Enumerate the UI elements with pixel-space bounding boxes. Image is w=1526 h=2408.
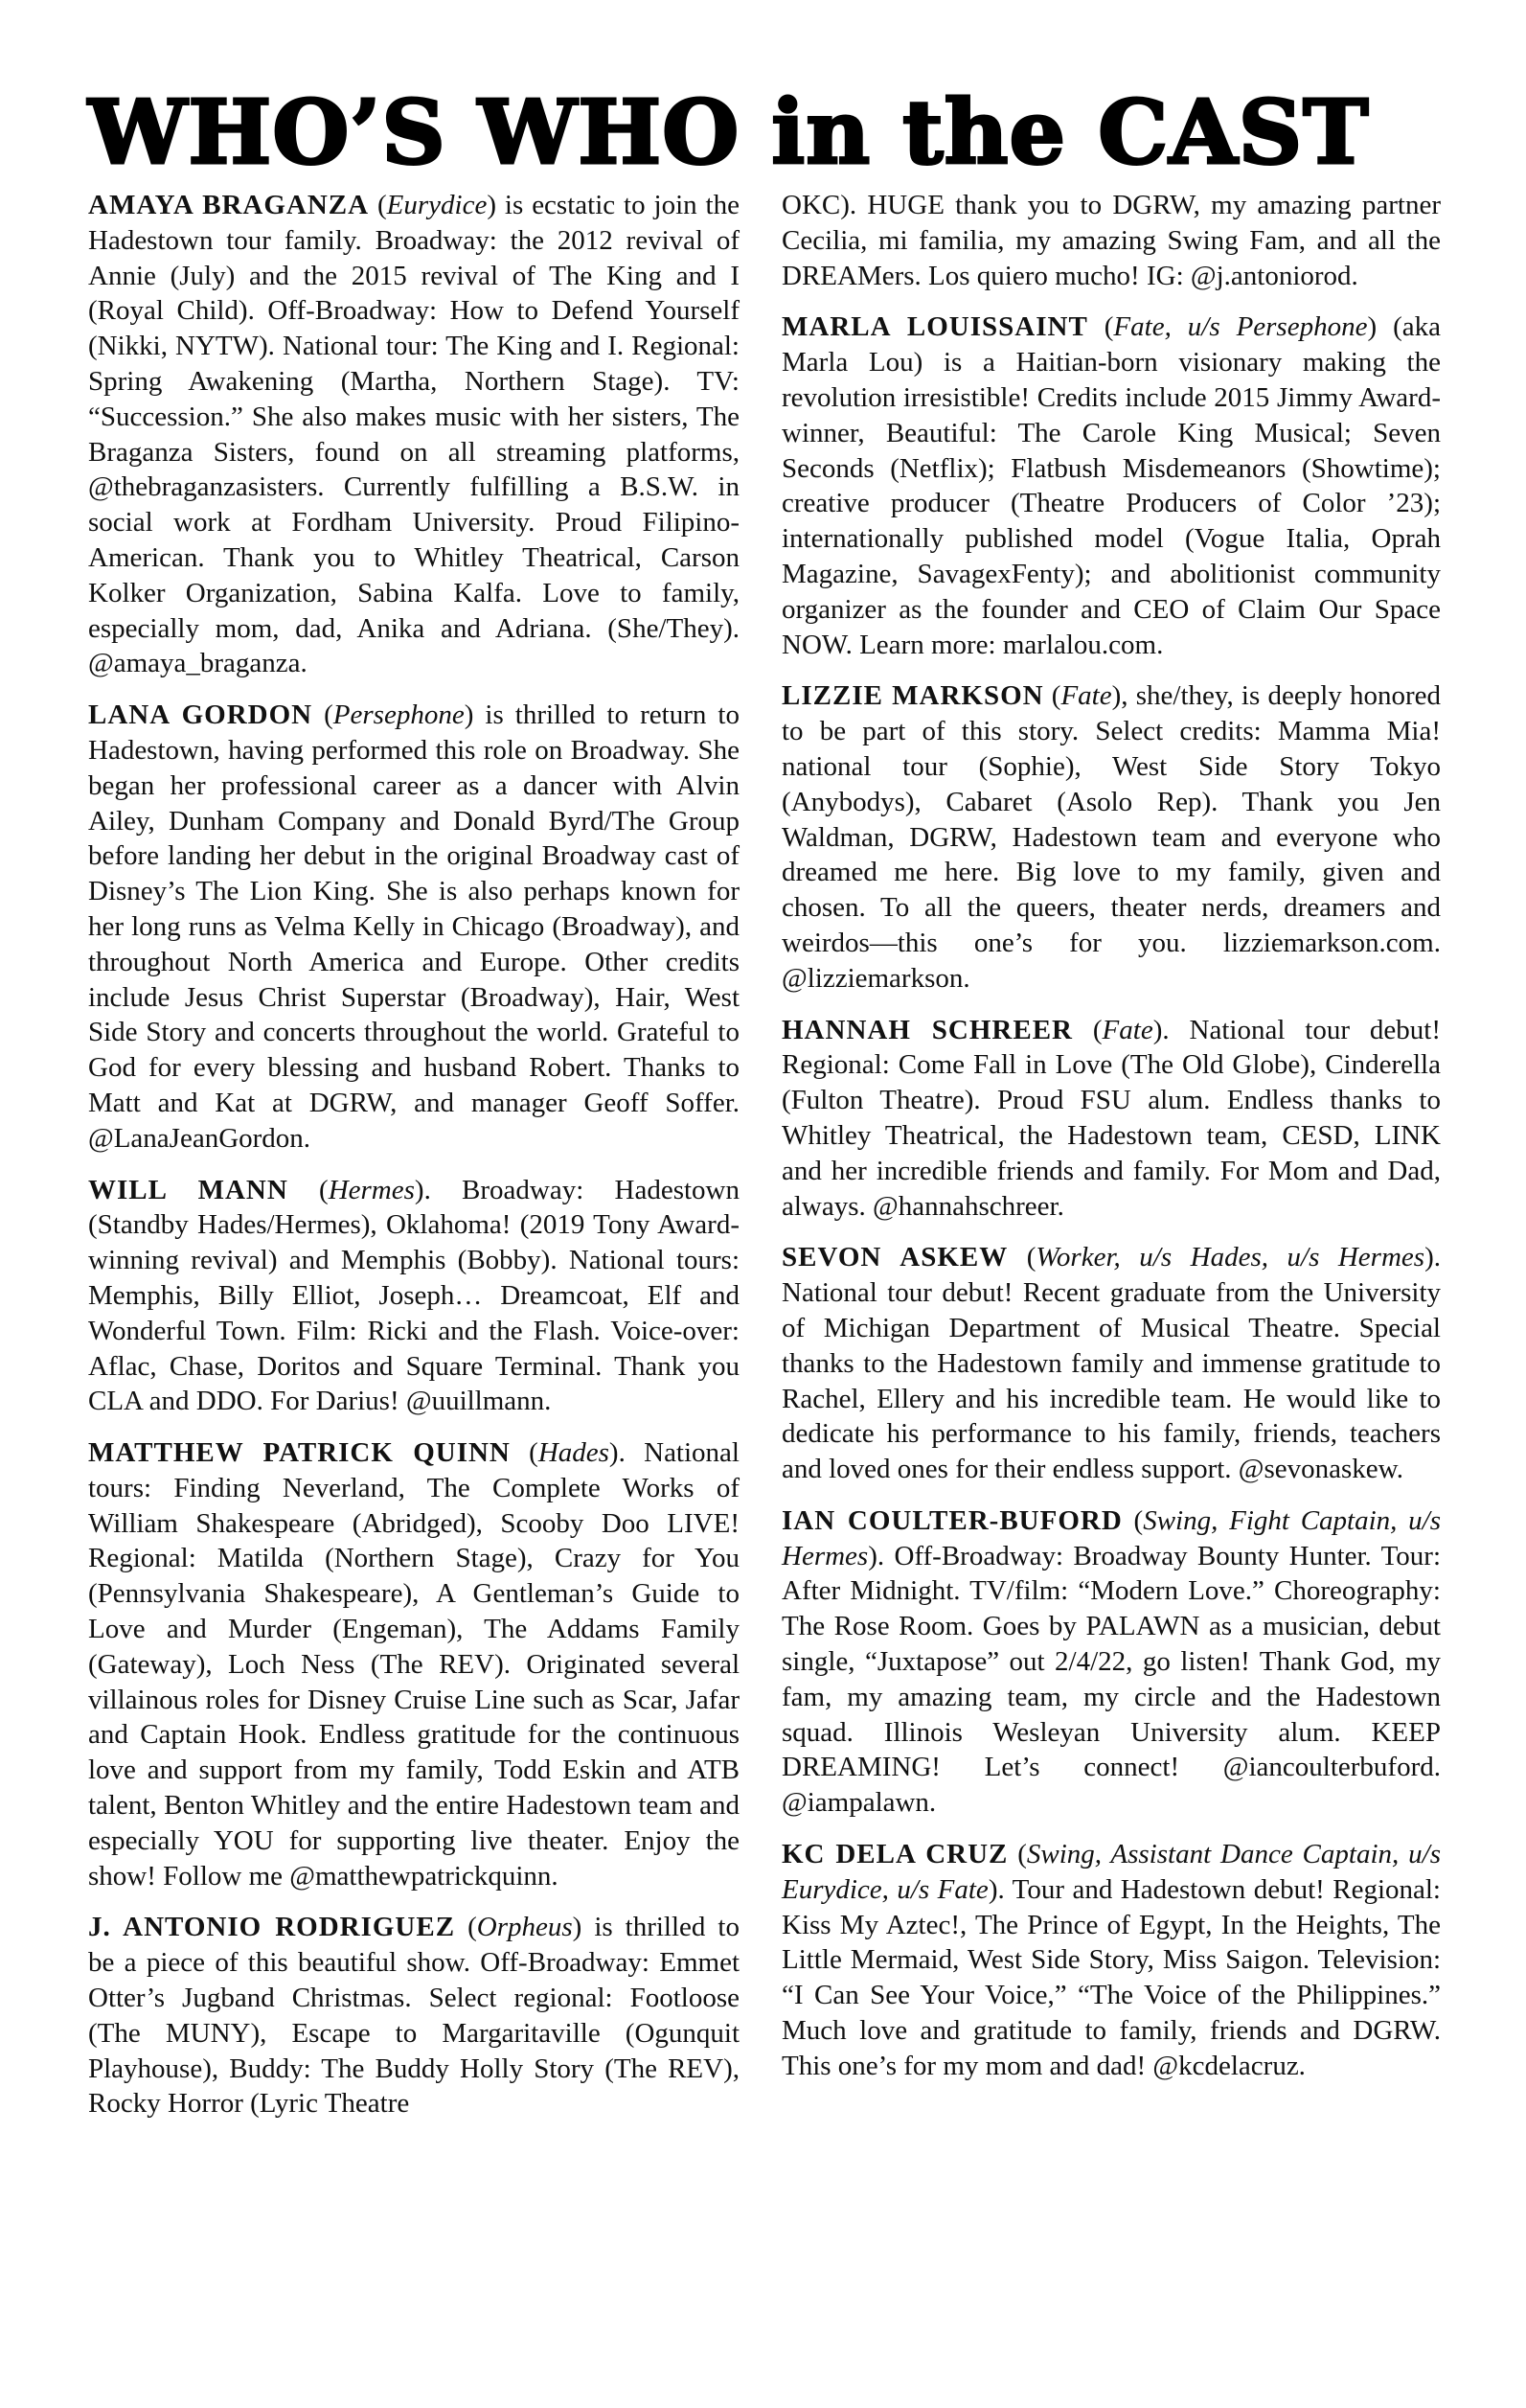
cast-bio-lana-gordon: LANA GORDON (Persephone) is thrilled to return to Hadestown, having performed this role on Broadway. She began her professional career as a dancer with Alvin Ailey, Dunham Company and Donald Byrd/The Group before landing her debut in the original Broadway cast of Disney’s The Lion King. She is also perhaps known for her long runs as Velma Kelly in Chicago (Broadway), and throughout North America and Europe. Other credits include Jesus Christ Superstar (Broadway), Hair, West Side Story and concerts throughout the world. Grateful to God for every blessing and husband Robert. Thanks to Matt and Kat at DGRW, and manager Geoff Soffer. @LanaJeanGordon. (88, 699, 740, 1154)
cast-bio-text: . Broadway: Hadestown (Standby Hades/Hermes), Oklahoma! (2019 Tony Award-winning revival) and Memphis (Bobby). National tours: Memphis, Billy Elliot, Joseph… Dreamcoat, Elf and Wonderful Town. Film: Ricki and the Flash. Voice-over: Aflac, Chase, Doritos and Square Terminal. Thank you CLA and DDO. For Darius! @uuillmann. (88, 1174, 740, 1417)
cast-role: Swing, Assistant Dance Captain, u/s Eurydice, u/s Fate (782, 1839, 1441, 1905)
cast-name: MARLA LOUISSAINT (782, 311, 1088, 343)
cast-bio-ian-coulter-buford: IAN COULTER-BUFORD (Swing, Fight Captain, u/s Hermes). Off-Broadway: Broadway Bounty Hunter. Tour: After Midnight. TV/film: “Modern Love.” Choreography: The Rose Room. Goes by PALAWN as a musician, debut single, “Juxtapose” out 2/4/22, go listen! Thank God, my fam, my amazing team, my circle and the Hadestown squad. Illinois Wesleyan University alum. KEEP DREAMING! Let’s connect! @iancoulterbuford. @iampalawn. (782, 1504, 1441, 1819)
cast-bio-hannah-schreer: HANNAH SCHREER (Fate). National tour debut! Regional: Come Fall in Love (The Old Globe), Cinderella (Fulton Theatre). Proud FSU alum. Endless thanks to Whitley Theatrical, the Hadestown team, CESD, LINK and her incredible friends and family. For Mom and Dad, always. @hannahschreer. (782, 1014, 1441, 1222)
cast-bio-text: . Tour and Hadestown debut! Regional: Kiss My Aztec!, The Prince of Egypt, In the Heights, The Little Mermaid, West Side Story, Miss Saigon. Television: “I Can See Your Voice,” “The Voice of the Philippines.” Much love and gratitude to family, friends and DGRW. This one’s for my mom and dad! @kcdelacruz. (782, 1873, 1441, 2081)
cast-role: Fate (1060, 680, 1112, 712)
cast-name: LANA GORDON (88, 699, 313, 731)
cast-name: WILL MANN (88, 1174, 288, 1205)
cast-role: Fate (1102, 1014, 1153, 1045)
cast-bio-will-mann: WILL MANN (Hermes). Broadway: Hadestown (Standby Hades/Hermes), Oklahoma! (2019 Tony Award-winning revival) and Memphis (Bobby). National tours: Memphis, Billy Elliot, Joseph… Dreamcoat, Elf and Wonderful Town. Film: Ricki and the Flash. Voice-over: Aflac, Chase, Doritos and Square Terminal. Thank you CLA and DDO. For Darius! @uuillmann. (88, 1174, 740, 1417)
cast-bio-sevon-askew: SEVON ASKEW (Worker, u/s Hades, u/s Hermes). National tour debut! Recent graduate from the University of Michigan Department of Musical Theatre. Special thanks to the Hadestown family and immense gratitude to Rachel, Ellery and his incredible team. He would like to dedicate his performance to his family, friends, teachers and loved ones for their endless support. @sevonaskew. (782, 1242, 1441, 1485)
cast-bio-text: . National tour debut! Recent graduate from the University of Michigan Department of Musical Theatre. Special thanks to the Hadestown family and immense gratitude to Rachel, Ellery and his incredible team. He would like to dedicate his performance to his family, friends, teachers and loved ones for their endless support. @sevonaskew. (782, 1242, 1441, 1485)
cast-bio-text: (aka Marla Lou) is a Haitian-born visionary making the revolution irresistible! Credits include 2015 Jimmy Award-winner, Beautiful: The Carole King Musical; Seven Seconds (Netflix); Flatbush Misdemeanors (Showtime); creative producer (Theatre Producers of Color ’23); internationally published model (Vogue Italia, Oprah Magazine, SavagexFenty); and abolitionist community organizer as the founder and CEO of Claim Our Space NOW. Learn more: marlalou.com. (782, 311, 1441, 660)
cast-role: Fate, u/s Persephone (1113, 311, 1368, 343)
cast-bio-text: . National tour debut! Regional: Come Fall in Love (The Old Globe), Cinderella (Fulton Theatre). Proud FSU alum. Endless thanks to Whitley Theatrical, the Hadestown team, CESD, LINK and her incredible friends and family. For Mom and Dad, always. @hannahschreer. (782, 1014, 1441, 1222)
cast-name: J. ANTONIO RODRIGUEZ (88, 1912, 456, 1943)
cast-bio-text: is thrilled to return to Hadestown, having performed this role on Broadway. She began her professional career as a dancer with Alvin Ailey, Dunham Company and Donald Byrd/The Group before landing her debut in the original Broadway cast of Disney’s The Lion King. She is also perhaps known for her long runs as Velma Kelly in Chicago (Broadway), and throughout North America and Europe. Other credits include Jesus Christ Superstar (Broadway), Hair, West Side Story and concerts throughout the world. Grateful to God for every blessing and husband Robert. Thanks to Matt and Kat at DGRW, and manager Geoff Soffer. @LanaJeanGordon. (88, 699, 740, 1154)
cast-bio-text: . National tours: Finding Neverland, The Complete Works of William Shakespeare (Abridged), Scooby Doo LIVE! Regional: Matilda (Northern Stage), Crazy for You (Pennsylvania Shakespeare), A Gentleman’s Guide to Love and Murder (Engeman), The Addams Family (Gateway), Loch Ness (The REV). Originated several villainous roles for Disney Cruise Line such as Scar, Jafar and Captain Hook. Endless gratitude for the continuous love and support from my family, Todd Eskin and ATB talent, Benton Whitley and the entire Hadestown team and especially YOU for supporting live theater. Enjoy the show! Follow me @matthewpatrickquinn. (88, 1437, 740, 1892)
cast-role: Persephone (332, 699, 465, 731)
cast-role: Hades (537, 1437, 609, 1469)
cast-name: LIZZIE MARKSON (782, 680, 1044, 712)
cast-bio-text: OKC). HUGE thank you to DGRW, my amazing partner Cecilia, mi familia, my amazing Swing Fam, and all the DREAMers. Los quiero mucho! IG: @j.antoniorod. (782, 190, 1441, 291)
cast-bio-text: is ecstatic to join the Hadestown tour family. Broadway: the 2012 revival of Annie (July) and the 2015 revival of The King and I (Royal Child). Off-Broadway: How to Defend Yourself (Nikki, NYTW). National tour: The King and I. Regional: Spring Awakening (Martha, Northern Stage). TV: “Succession.” She also makes music with her sisters, The Braganza Sisters, found on all streaming platforms, @thebraganzasisters. Currently fulfilling a B.S.W. in social work at Fordham University. Proud Filipino-American. Thank you to Whitley Theatrical, Carson Kolker Organization, Sabina Kalfa. Love to family, especially mom, dad, Anika and Adriana. (She/They). @amaya_braganza. (88, 190, 740, 679)
cast-bio-kc-dela-cruz: KC DELA CRUZ (Swing, Assistant Dance Captain, u/s Eurydice, u/s Fate). Tour and Hadestown debut! Regional: Kiss My Aztec!, The Prince of Egypt, In the Heights, The Little Mermaid, West Side Story, Miss Saigon. Television: “I Can See Your Voice,” “The Voice of the Philippines.” Much love and gratitude to family, friends and DGRW. This one’s for my mom and dad! @kcdelacruz. (782, 1839, 1441, 2081)
cast-role: Worker, u/s Hades, u/s Hermes (1036, 1242, 1425, 1273)
left-column (88, 188, 740, 2138)
cast-role: Orpheus (476, 1912, 573, 1943)
cast-bio-text: . Off-Broadway: Broadway Bounty Hunter. Tour: After Midnight. TV/film: “Modern Love.” Choreography: The Rose Room. Goes by PALAWN as a musician, debut single, “Juxtapose” out 2/4/22, go listen! Thank God, my fam, my amazing team, my circle and the Hadestown squad. Illinois Wesleyan University alum. KEEP DREAMING! Let’s connect! @iancoulterbuford. @iampalawn. (782, 1540, 1441, 1819)
cast-role: Swing, Fight Captain, u/s Hermes (782, 1504, 1441, 1571)
cast-bio-text: is thrilled to be a piece of this beautiful show. Off-Broadway: Emmet Otter’s Jugband Christmas. Select regional: Footloose (The MUNY), Escape to Margaritaville (Ogunquit Playhouse), Buddy: The Buddy Holly Story (The REV), Rocky Horror (Lyric Theatre (88, 1912, 740, 2120)
cast-name: SEVON ASKEW (782, 1242, 1009, 1273)
cast-role: Hermes (328, 1174, 415, 1205)
cast-bio-text: , she/they, is deeply honored to be part of this story. Select credits: Mamma Mia! national tour (Sophie), West Side Story Tokyo (Anybodys), Cabaret (Asolo Rep). Thank you Jen Waldman, DGRW, Hadestown team and everyone who dreamed me here. Big love to my family, given and chosen. To all the queers, theater nerds, dreamers and weirdos—this one’s for you. lizziemarkson.com. @lizziemarkson. (782, 680, 1441, 994)
right-column (782, 188, 1441, 2100)
cast-role: Eurydice (386, 190, 488, 220)
cast-bio-amaya-braganza: AMAYA BRAGANZA (Eurydice) is ecstatic to join the Hadestown tour family. Broadway: the 2012 revival of Annie (July) and the 2015 revival of The King and I (Royal Child). Off-Broadway: How to Defend Yourself (Nikki, NYTW). National tour: The King and I. Regional: Spring Awakening (Martha, Northern Stage). TV: “Succession.” She also makes music with her sisters, The Braganza Sisters, found on all streaming platforms, @thebraganzasisters. Currently fulfilling a B.S.W. in social work at Fordham University. Proud Filipino-American. Thank you to Whitley Theatrical, Carson Kolker Organization, Sabina Kalfa. Love to family, especially mom, dad, Anika and Adriana. (She/They). @amaya_braganza. (88, 190, 740, 679)
cast-name: IAN COULTER-BUFORD (782, 1504, 1123, 1536)
cast-bio-continuation (782, 188, 1441, 293)
cast-bio-matthew-patrick-quinn: MATTHEW PATRICK QUINN (Hades). National tours: Finding Neverland, The Complete Works of William Shakespeare (Abridged), Scooby Doo LIVE! Regional: Matilda (Northern Stage), Crazy for You (Pennsylvania Shakespeare), A Gentleman’s Guide to Love and Murder (Engeman), The Addams Family (Gateway), Loch Ness (The REV). Originated several villainous roles for Disney Cruise Line such as Scar, Jafar and Captain Hook. Endless gratitude for the continuous love and support from my family, Todd Eskin and ATB talent, Benton Whitley and the entire Hadestown team and especially YOU for supporting live theater. Enjoy the show! Follow me @matthewpatrickquinn. (88, 1437, 740, 1892)
cast-name: MATTHEW PATRICK QUINN (88, 1437, 511, 1469)
cast-name: AMAYA BRAGANZA (88, 190, 370, 220)
cast-name: HANNAH SCHREER (782, 1014, 1073, 1045)
cast-bio-j-antonio-rodriguez: J. ANTONIO RODRIGUEZ (Orpheus) is thrilled to be a piece of this beautiful show. Off-Broadway: Emmet Otter’s Jugband Christmas. Select regional: Footloose (The MUNY), Escape to Margaritaville (Ogunquit Playhouse), Buddy: The Buddy Holly Story (The REV), Rocky Horror (Lyric Theatre (88, 1912, 740, 2120)
cast-name: KC DELA CRUZ (782, 1839, 1009, 1870)
cast-bio-lizzie-markson: LIZZIE MARKSON (Fate), she/they, is deeply honored to be part of this story. Select credits: Mamma Mia! national tour (Sophie), West Side Story Tokyo (Anybodys), Cabaret (Asolo Rep). Thank you Jen Waldman, DGRW, Hadestown team and everyone who dreamed me here. Big love to my family, given and chosen. To all the queers, theater nerds, dreamers and weirdos—this one’s for you. lizziemarkson.com. @lizziemarkson. (782, 680, 1441, 994)
cast-bio-marla-louissaint: MARLA LOUISSAINT (Fate, u/s Persephone) (aka Marla Lou) is a Haitian-born visionary making the revolution irresistible! Credits include 2015 Jimmy Award-winner, Beautiful: The Carole King Musical; Seven Seconds (Netflix); Flatbush Misdemeanors (Showtime); creative producer (Theatre Producers of Color ’23); internationally published model (Vogue Italia, Oprah Magazine, SavagexFenty); and abolitionist community organizer as the founder and CEO of Claim Our Space NOW. Learn more: marlalou.com. (782, 311, 1441, 660)
page-title: WHO’S WHO in the CAST (88, 80, 1370, 184)
